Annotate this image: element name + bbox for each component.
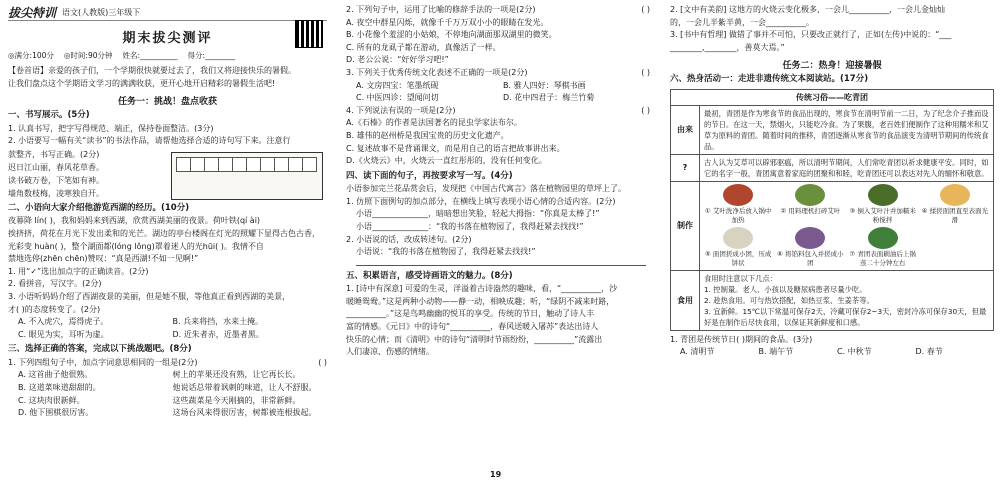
row-text: 食用时注意以下几点： 1. 控制量。老人、小孩以及糖尿病患者尽量少吃。 2. 趁热食用。可与热饮搭配，如热豆浆、生姜茶等。 3. 宜新鲜。15℃以下常温可保存2天，冷藏可保存2~3天，密封冷冻可保存30天，但最好是在制作后尽快食用，以保证其新鲜度和口感。: [704, 273, 987, 327]
fill-line[interactable]: 富的情感。《元日》中的诗句“__________，春风送暖入屠苏”表达出诗人: [346, 322, 599, 332]
writing-grid[interactable]: [171, 152, 323, 200]
question: 2. 小语说的话，改成转述句。(2分): [346, 234, 472, 244]
table-row: [671, 105, 993, 154]
subject-label: 语文(人教版)三年级下: [62, 7, 141, 17]
passage-line: 夜幕降 lín( )，我和妈妈来到西湖，欣赏西湖美丽的夜景。荷叶铁(qí ài): [8, 216, 261, 226]
task2-title: 任务二：热身！迎接暑假: [782, 61, 882, 72]
table-row: [671, 270, 993, 330]
option-d[interactable]: D. 老公公说：“好好学习吧!”: [346, 55, 449, 65]
option-d[interactable]: D. 花中四君子：梅兰竹菊: [503, 93, 595, 103]
passage-line: 光彩变 huàn( )，整个湖面都(lóng lǒng)罩着迷人的光hūi( )。我情不自: [8, 241, 264, 251]
step-text: ③ 倒入艾叶汁并加糯米粉搅拌: [849, 206, 916, 224]
poem-line: 墙角数枝梅，凌寒独自开。: [8, 188, 104, 198]
answer-paren[interactable]: ( ): [641, 5, 650, 14]
question: 2. 看拼音，写汉字。(2分): [8, 279, 102, 289]
page-number: 19: [490, 470, 502, 479]
question: [346, 105, 650, 118]
step-text: ⑥ 将馅料包入并搓成小团: [777, 249, 844, 267]
section4-intro: 小语参加完兰花品赏会后，发现把《中国古代寓言》落在植物园里的草坪上了。: [346, 184, 626, 194]
option-c[interactable]: C. 复述故事不是背诵课文，而是用自己的语言把故事讲出来。: [346, 143, 565, 153]
section4-heading: 四、读下面的句子，再按要求写一写。(4分): [346, 170, 513, 181]
fill-line[interactable]: 3. [书中有哲理] 做错了事并不可怕，只要改正就行了，正如(左传)中说的：“___: [670, 30, 952, 40]
dough-icon: [940, 184, 970, 206]
score-field[interactable]: 得分:________: [187, 51, 236, 60]
question-line: 款整齐，书写正确。(2分): [8, 149, 100, 159]
option-c[interactable]: C. 这块肉很新鲜。: [18, 395, 85, 405]
option-c[interactable]: C. 眼见为实，耳听为虚。: [18, 329, 109, 339]
passage-line: 挨挤挤，荷花在月光下发出柔和的光芒。湖边的亭台楼阁在灯光的照耀下显得古色古香，: [8, 228, 320, 238]
step-item: [704, 184, 772, 225]
page-header: [8, 4, 327, 21]
left-column: [0, 0, 335, 487]
fill-line[interactable]: __________。”这是鸟鸣幽幽的悦耳的享受。传统的节日，触动了诗人丰: [346, 309, 595, 319]
question-text: 1. 下列四组句子中，加点字词意思相同的一组是(2分): [8, 357, 198, 367]
option-c[interactable]: C. 所有的龙虱子都在游动，真像活了一样。: [346, 42, 501, 52]
option-c[interactable]: C. 中医四诊：望闻问切: [356, 93, 439, 103]
preface-line: 让我们盘点这个学期语文学习的满满收获，更开心地开启精彩的暑假生活吧!: [8, 78, 276, 88]
preface: [8, 65, 327, 90]
row-label-blank[interactable]: ?: [671, 155, 700, 181]
fill-line[interactable]: ________,________，善莫大焉。”: [670, 42, 785, 52]
question: 3. 小语听妈妈介绍了西湖夜景的美丽，但是她不服，等他真正看到西湖的美景，: [8, 291, 291, 301]
step-item: [776, 227, 844, 268]
fill-line[interactable]: 人们凄凉、伤感的情绪。: [346, 347, 434, 357]
row-text: 古人认为艾草可以辟邪驱瘟，所以清明节期间，人们常吃青团以祈求健康平安。同时，如它的名字一般，青团寓意着家庭的团聚和和睦，吃青团还可以表达对先人的缅怀和敬意。: [704, 157, 989, 178]
preface-line: 【卷首语】亲爱的孩子们，一个学期很快就要过去了，我们又将迎接快乐的暑假。: [8, 66, 296, 75]
mixing-bowl-icon: [868, 184, 898, 206]
row-label: 食用: [671, 271, 700, 330]
step-item: [704, 227, 772, 268]
question-text: 4. 下列说法有误的一项是(2分): [346, 105, 456, 115]
step-item: [776, 184, 844, 225]
section2-heading: 二、小语向大家介绍他游览西湖的经历。(10分): [8, 202, 190, 213]
poem-line: 迟日江山丽，春风花草香。: [8, 162, 104, 172]
steamer-icon: [868, 227, 898, 249]
step-text: ⑦ 青团表面刷油后上锅蒸二十分钟左右: [849, 249, 916, 267]
answer-line[interactable]: 小语______________：“我的书落在植物园了，我得赶紧去找找!”: [356, 222, 584, 231]
option-d-pair: 这场台风来得很厉害，树都被连根拔起。: [172, 408, 317, 418]
fill-line[interactable]: 暖睡鸳鸯。”这是两种小动物——静一动，相映成趣；听，“绿阴不减来时路，: [346, 296, 615, 306]
row-label: 由来: [671, 106, 700, 154]
question-text: 3. 下列关于优秀传统文化表述不正确的一项是(2分): [346, 67, 528, 77]
question: 才( )的态度转变了。(2分): [8, 304, 101, 314]
question: 1. 认真书写，把字写得规范、端正，保持卷面整洁。(3分): [8, 123, 214, 133]
section5-heading: 五、积累语言，感受诗画语文的魅力。(8分): [346, 270, 513, 281]
filling-icon: [795, 227, 825, 249]
qr-code-icon: [295, 20, 323, 48]
time-limit: ◎时间:90分钟: [63, 51, 113, 60]
question: [346, 67, 650, 80]
option-b[interactable]: B. 雅人四好：琴棋书画: [503, 80, 586, 90]
name-field[interactable]: 姓名:__________: [122, 51, 178, 60]
poem-line: 读书破万卷，下笔如有神。: [8, 175, 104, 185]
answer-blank-line[interactable]: [356, 265, 646, 266]
page-title: 期末拔尖测评: [122, 31, 213, 46]
middle-column: [338, 0, 656, 487]
table-row: [671, 181, 993, 270]
poem-block: [8, 148, 327, 200]
option-b[interactable]: B. 兵来将挡，水来土掩。: [172, 317, 264, 327]
option-a[interactable]: A. 清明节: [680, 347, 715, 357]
answer-paren[interactable]: ( ): [641, 67, 650, 77]
option-d[interactable]: D. 他下围棋很厉害。: [18, 408, 94, 418]
fill-line[interactable]: 快乐的心情；而《清明》中的诗句“清明时节雨纷纷，__________”流露出: [346, 334, 603, 344]
question: 1. 青团是传统节日( )期间的食品。(3分): [670, 334, 813, 344]
answer-paren[interactable]: ( ): [318, 357, 327, 367]
fill-line[interactable]: 1. [诗中有深意] 可爱的生灵，洋溢着古诗盎然的趣味，看，“__________，沙: [346, 284, 618, 294]
option-a[interactable]: A. 这首曲子他很熟。: [18, 370, 93, 380]
section1-heading: 一、书写展示。(5分): [8, 110, 90, 121]
option-b-pair: 他说话总带着讽刺的味道，让人不舒服。: [172, 383, 317, 392]
step-item: [849, 184, 917, 225]
answer-paren[interactable]: ( ): [641, 105, 650, 115]
question: [8, 357, 327, 370]
question-text: 2. 下列句子中，运用了比喻的修辞手法的一项是(2分): [346, 5, 536, 14]
fill-line[interactable]: 2. [文中有美韵] 这地方的火烧云变化极多，一会儿__________，一会儿金灿灿: [670, 5, 945, 14]
option-a[interactable]: A. 文房四宝：笔墨纸砚: [356, 80, 439, 90]
option-c-pair: 这些蔬菜是今天刚摘的，非常新鲜。: [172, 395, 301, 405]
option-d[interactable]: D. 春节: [915, 347, 943, 357]
quote-line: 小语说：“我的书落在植物园了，我得赶紧去找找!”: [356, 247, 536, 257]
option-b[interactable]: B. 小花像个羞涩的小姑娘，不停地向湖面那双湖里的微笑。: [346, 30, 557, 40]
step-text: ① 艾叶洗净后放入锅中加热: [704, 206, 772, 224]
blender-icon: [795, 184, 825, 206]
brand-logo: 拔尖特训: [8, 5, 57, 20]
option-b[interactable]: B. 雄伟的赵州桥是我国宝贵的历史文化遗产。: [346, 130, 509, 140]
section6-heading: 六、热身活动一：走进非遗传统文本阅读站。(17分): [670, 74, 869, 85]
dough-ball-icon: [723, 227, 753, 249]
full-score: ◎满分:100分: [8, 51, 54, 60]
step-text: ⑤ 面团搓成小团，压成饼状: [704, 249, 772, 267]
question: 1. 用“✓”选出加点字的正确读音。(2分): [8, 266, 149, 276]
step-item: [849, 227, 917, 268]
example-line: 小语______________，暗暗想出笑脸，轻起大拇指：“你真是太棒了!”: [356, 209, 600, 219]
options: [8, 369, 327, 419]
table-row: [671, 154, 993, 181]
options: [346, 80, 650, 105]
question: 1. 仿照下面例句的加点部分，在横线上填写表现小语心情的合适内容。(2分): [346, 196, 616, 206]
option-d[interactable]: D.《火烧云》中，火烧云一直红彤彤的，没有任何变化。: [346, 156, 547, 166]
option-c[interactable]: C. 中秋节: [837, 347, 872, 357]
section3-heading: 三、选择正确的答案，完成以下挑战题吧。(8分): [8, 344, 192, 355]
step-text: ④ 揉搓面团直至表面光滑: [921, 206, 989, 224]
right-column: [662, 0, 1000, 487]
steps-grid: [700, 182, 993, 270]
question: [346, 4, 650, 17]
option-a[interactable]: A. 不入虎穴，焉得虎子。: [18, 317, 109, 327]
custom-table: [670, 89, 994, 331]
option-b[interactable]: B. 端午节: [758, 347, 794, 357]
option-d[interactable]: D. 近朱者赤，近墨者黑。: [172, 329, 264, 339]
food-photo-icon: [723, 184, 753, 206]
task1-title: 任务一：挑战！盘点收获: [117, 97, 217, 108]
row-label: 制作: [671, 182, 700, 270]
question: 2. 小语要写一幅有关“读书”的书法作品，请帮他选择合适的诗句写下来。注意行: [8, 136, 291, 146]
exam-meta: [8, 50, 327, 61]
options: [8, 316, 327, 341]
step-item: [921, 184, 989, 225]
fill-line[interactable]: 的，一会儿半紫半黄，一会__________。: [670, 17, 814, 27]
passage-line: 禁地选停(zhēn chēn)赞叹：“真是西湖!不如一见啊!”: [8, 254, 199, 264]
option-a[interactable]: A. 夜空中群星闪烁，就像千千万万双小小的眼睛在发光。: [346, 17, 549, 27]
option-a[interactable]: A.《石榛》的作者是法国著名的昆虫学家法布尔。: [346, 118, 522, 128]
table-title: 传统习俗——吃青团: [796, 92, 868, 102]
option-a-pair: 树上的苹果还没有熟，让它再长长。: [172, 370, 301, 380]
options: [670, 346, 994, 359]
step-text: ② 用料理机打碎艾叶: [780, 206, 841, 215]
row-text: 最初，青团是作为寒食节的食品出现的，寒食节在清明节前一二日，为了纪念介子推而设的节日。在这一天，禁烟火，只能吃冷食。为了果腹，老百姓们便制作了这种用糯米和艾草为原料的青团。随着时间的推移，青团逐渐从寒食节的食品演变为清明节期间的传统食品。: [704, 108, 989, 151]
option-b[interactable]: B. 这道菜味道甜甜的。: [18, 383, 101, 392]
